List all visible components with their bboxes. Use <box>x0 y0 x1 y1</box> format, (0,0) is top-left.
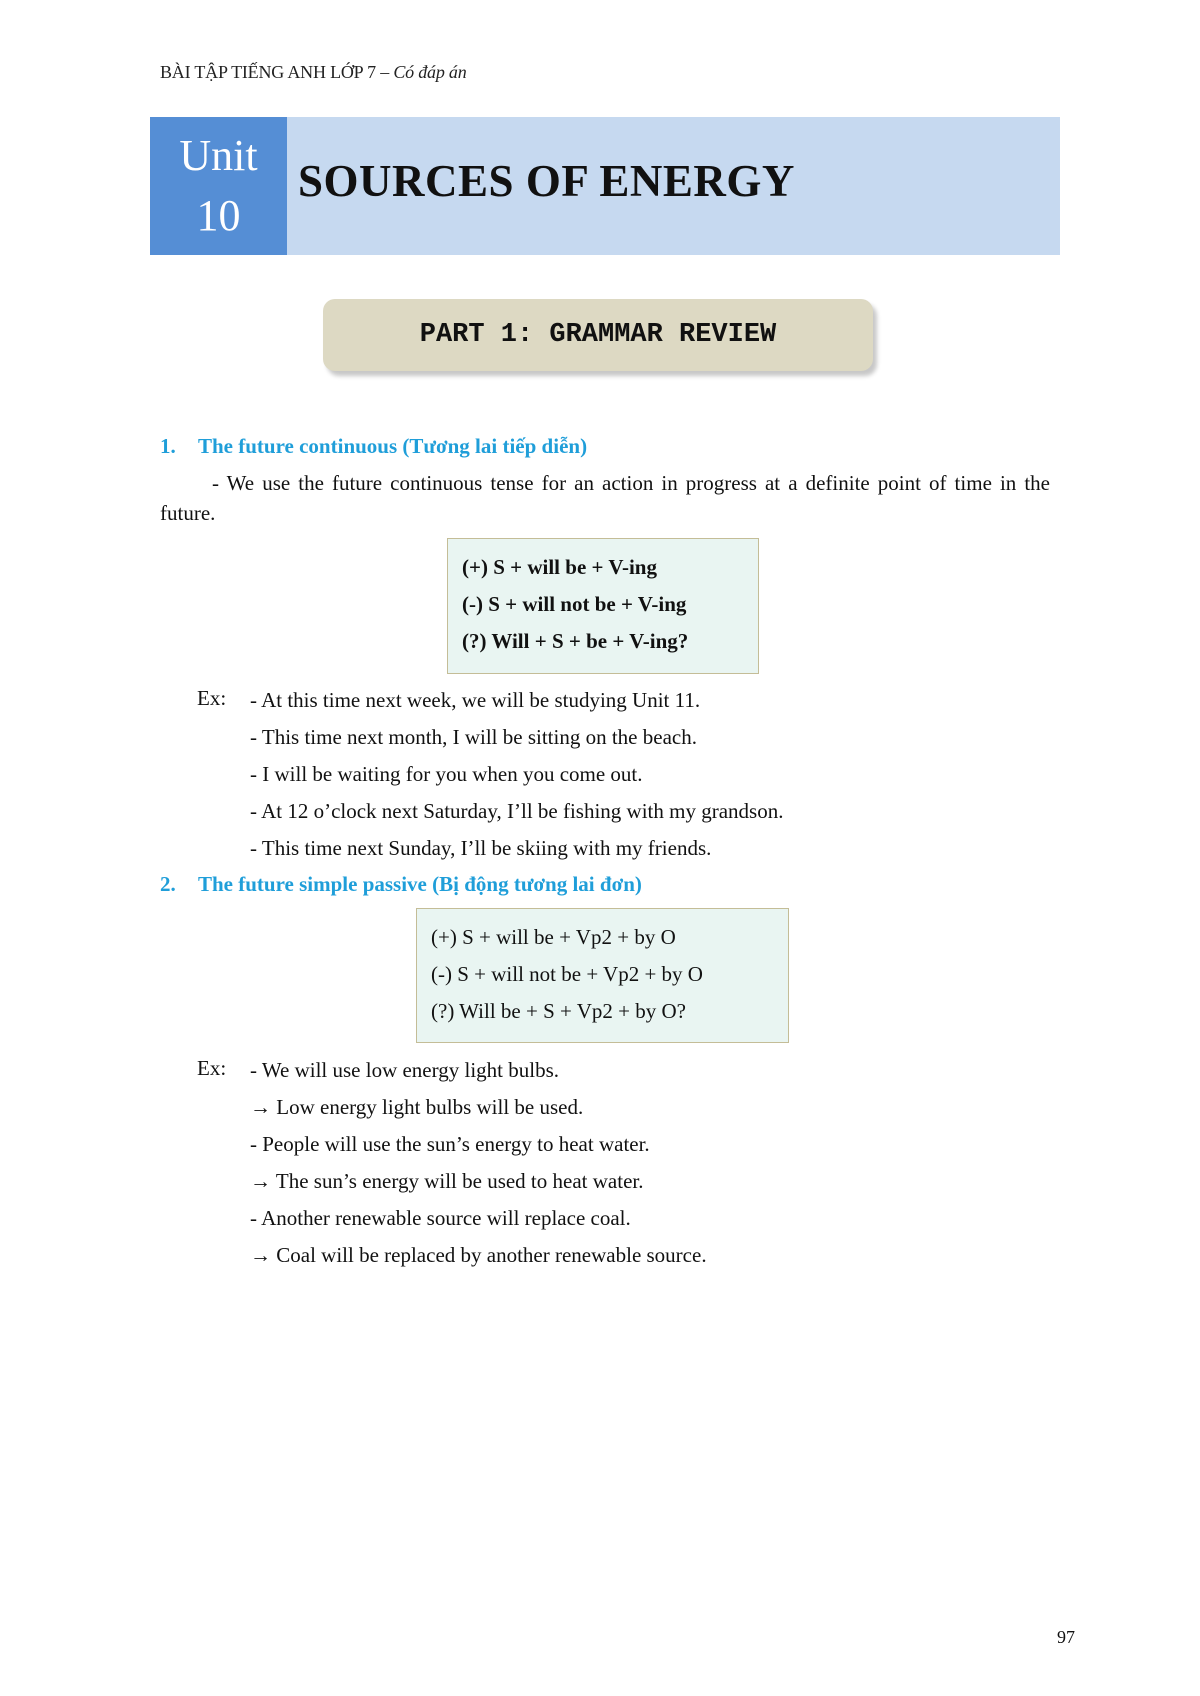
example-item: - At this time next week, we will be studying Unit 11. <box>250 688 701 712</box>
example-item: - At 12 o’clock next Saturday, I’ll be fishing with my grandson. <box>250 799 784 823</box>
example-item: - Another renewable source will replace coal. <box>250 1206 631 1230</box>
section-heading-1 <box>160 434 587 459</box>
book-title: BÀI TẬP TIẾNG ANH LỚP 7 – <box>160 62 394 82</box>
example-list-2 <box>250 1052 707 1274</box>
section-description-1 <box>160 468 1050 528</box>
example-item: - I will be waiting for you when you come out. <box>250 762 643 786</box>
formula-affirmative: (+) S + will be + V-ing <box>462 555 657 579</box>
unit-label: Unit <box>179 131 258 180</box>
example-item: - This time next Sunday, I’ll be skiing with my friends. <box>250 836 712 860</box>
unit-badge <box>150 117 287 255</box>
example-item: → Coal will be replaced by another renewable source. <box>250 1243 707 1267</box>
formula-affirmative: (+) S + will be + Vp2 + by O <box>431 925 676 949</box>
section-number-2: 2. <box>160 872 176 896</box>
unit-banner <box>150 117 1060 255</box>
part-heading: PART 1: GRAMMAR REVIEW <box>323 299 873 371</box>
book-subtitle: Có đáp án <box>393 62 467 82</box>
example-item: → The sun’s energy will be used to heat water. <box>250 1169 644 1193</box>
section-heading-2 <box>160 872 642 897</box>
section-number-1: 1. <box>160 434 176 458</box>
example-item: - This time next month, I will be sitting on the beach. <box>250 725 697 749</box>
unit-number: 10 <box>196 191 241 240</box>
example-label-1: Ex: <box>197 686 227 710</box>
description-text: - We use the future continuous tense for an action in progress at a definite point of time in the future. <box>160 471 1050 525</box>
formula-negative: (-) S + will not be + V-ing <box>462 592 687 616</box>
unit-title: SOURCES OF ENERGY <box>298 156 795 206</box>
formula-question: (?) Will + S + be + V-ing? <box>462 629 689 653</box>
section-title-1: The future continuous (Tương lai tiếp diễn) <box>198 434 588 458</box>
formula-box-1 <box>447 538 759 674</box>
example-item: → Low energy light bulbs will be used. <box>250 1095 584 1119</box>
formula-question: (?) Will be + S + Vp2 + by O? <box>431 999 686 1023</box>
example-item: - People will use the sun’s energy to heat water. <box>250 1132 650 1156</box>
example-label-2: Ex: <box>197 1056 227 1080</box>
formula-negative: (-) S + will not be + Vp2 + by O <box>431 962 703 986</box>
example-item: - We will use low energy light bulbs. <box>250 1058 560 1082</box>
running-header <box>160 62 467 83</box>
page-number: 97 <box>1057 1627 1075 1647</box>
section-title-2: The future simple passive (Bị động tương lai đơn) <box>198 872 642 896</box>
example-list-1 <box>250 682 783 867</box>
formula-box-2 <box>416 908 789 1043</box>
